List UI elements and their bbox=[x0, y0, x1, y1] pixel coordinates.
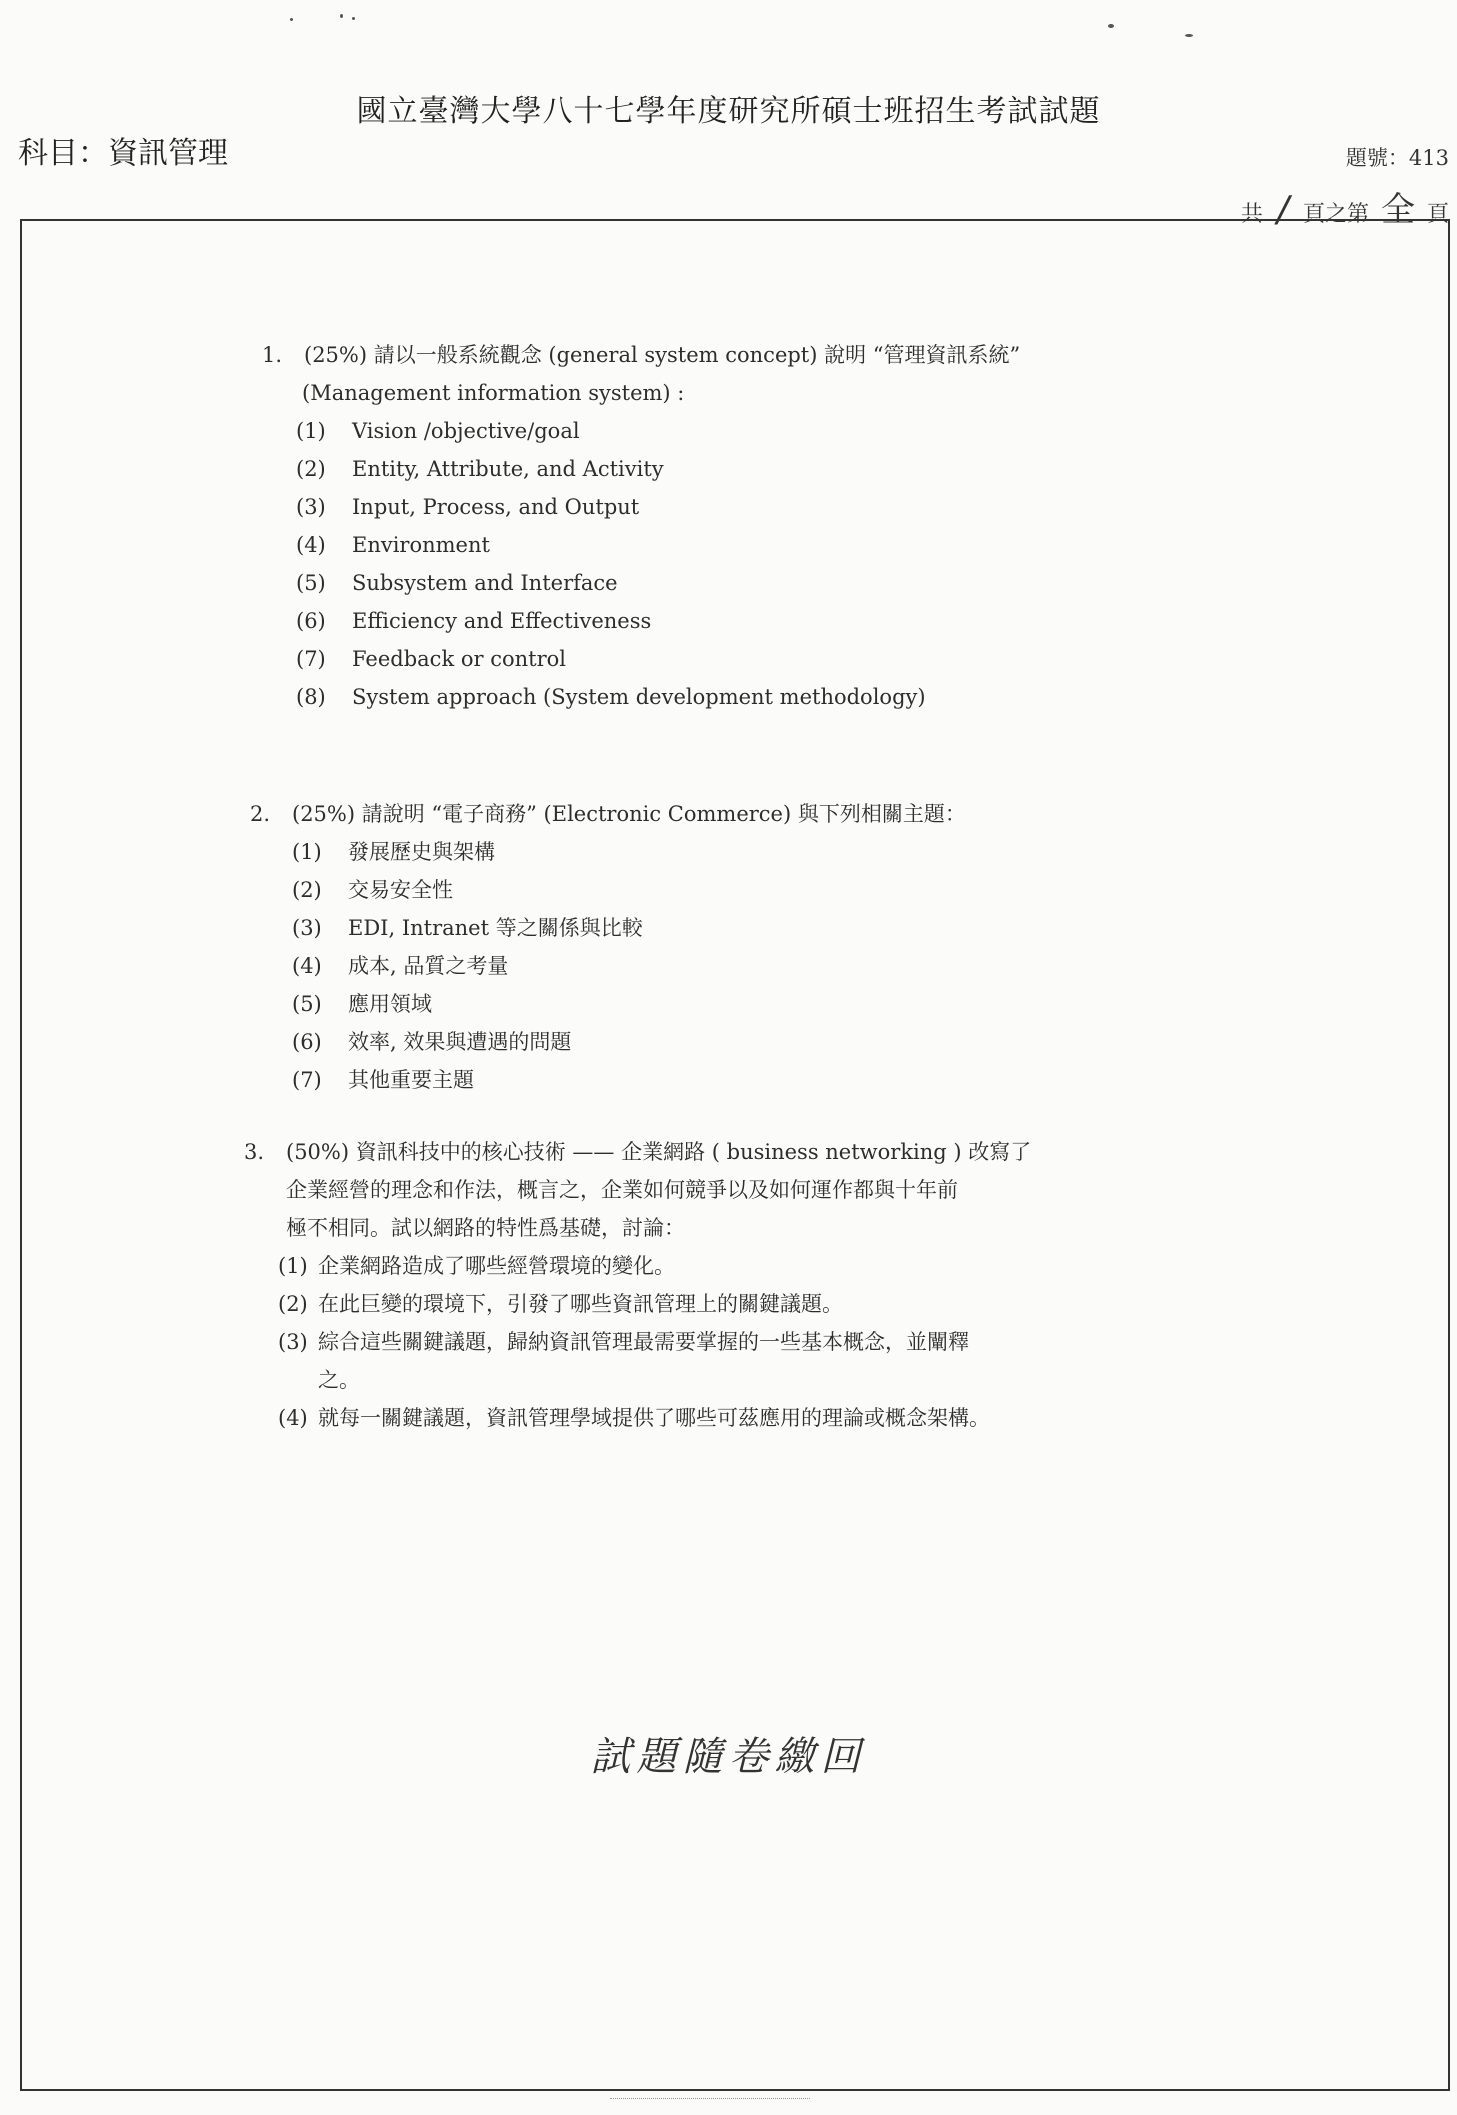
question-1-prompt-cont: (Management information system) : bbox=[302, 381, 685, 405]
scan-speck bbox=[1185, 34, 1193, 37]
question-3-prompt: (50%) 資訊科技中的核心技術 —— 企業網路 ( business networking ) 改寫了 bbox=[286, 1140, 1032, 1164]
list-item: (4) 成本, 品質之考量 bbox=[292, 954, 509, 978]
scan-speck bbox=[1108, 24, 1114, 28]
footer-mark bbox=[610, 2098, 810, 2103]
scan-speck bbox=[340, 14, 343, 18]
pages-middle: 頁之第 bbox=[1302, 202, 1369, 227]
list-item: (1) 企業網路造成了哪些經營環境的變化。 bbox=[278, 1254, 675, 1278]
question-3-number: 3. bbox=[244, 1140, 265, 1164]
list-item: (3) Input, Process, and Output bbox=[296, 495, 640, 519]
question-2 bbox=[250, 795, 1150, 1099]
pages-suffix: 頁 bbox=[1426, 202, 1449, 227]
list-item: (2) 交易安全性 bbox=[292, 878, 453, 902]
list-item: (6) Efficiency and Effectiveness bbox=[296, 609, 652, 633]
pages-total: / bbox=[1276, 189, 1289, 230]
list-item: (5) 應用領域 bbox=[292, 992, 432, 1016]
question-1-number: 1. bbox=[262, 343, 283, 367]
list-item: (7) 其他重要主題 bbox=[292, 1068, 474, 1092]
subject-label: 科目：資訊管理 bbox=[18, 136, 228, 171]
list-item: (8) System approach (System development methodology) bbox=[296, 685, 926, 709]
question-2-number: 2. bbox=[250, 802, 271, 826]
pages-current: 全 bbox=[1380, 190, 1415, 230]
list-item: (3) 綜合這些關鍵議題，歸納資訊管理最需要掌握的一些基本概念，並闡釋 bbox=[278, 1330, 969, 1354]
list-item: (4) Environment bbox=[296, 533, 490, 557]
question-3-prompt-cont-2: 極不相同。試以網路的特性爲基礎，討論： bbox=[286, 1216, 685, 1240]
list-item: (4) 就每一關鍵議題，資訊管理學域提供了哪些可茲應用的理論或概念架構。 bbox=[278, 1406, 990, 1430]
pages-prefix: 共 bbox=[1240, 202, 1263, 227]
list-item: (3) EDI, Intranet 等之關係與比較 bbox=[292, 916, 643, 940]
question-2-prompt: (25%) 請說明 “電子商務” (Electronic Commerce) 與下列相關主題： bbox=[292, 802, 966, 826]
question-number: 題號：413 bbox=[1345, 146, 1449, 170]
list-item: (7) Feedback or control bbox=[296, 647, 566, 671]
exam-title: 國立臺灣大學八十七學年度研究所碩士班招生考試試題 bbox=[356, 94, 1101, 129]
list-item: (1) 發展歷史與架構 bbox=[292, 840, 495, 864]
scan-speck bbox=[290, 18, 293, 21]
list-item: (6) 效率, 效果與遭遇的問題 bbox=[292, 1030, 572, 1054]
list-item: (5) Subsystem and Interface bbox=[296, 571, 618, 595]
list-item-cont: 之。 bbox=[318, 1368, 360, 1392]
question-3 bbox=[244, 1133, 1244, 1437]
list-item: (2) 在此巨變的環境下，引發了哪些資訊管理上的關鍵議題。 bbox=[278, 1292, 843, 1316]
scan-speck bbox=[352, 17, 355, 20]
question-3-prompt-cont-1: 企業經營的理念和作法，概言之，企業如何競爭以及如何運作都與十年前 bbox=[286, 1178, 958, 1202]
question-1-prompt: (25%) 請以一般系統觀念 (general system concept) 說明 “管理資訊系統” bbox=[304, 343, 1021, 367]
list-item: (1) Vision /objective/goal bbox=[296, 419, 580, 443]
question-1 bbox=[262, 336, 1162, 716]
return-stamp: 試題隨卷繳回 bbox=[590, 1734, 867, 1780]
list-item: (2) Entity, Attribute, and Activity bbox=[296, 457, 664, 481]
